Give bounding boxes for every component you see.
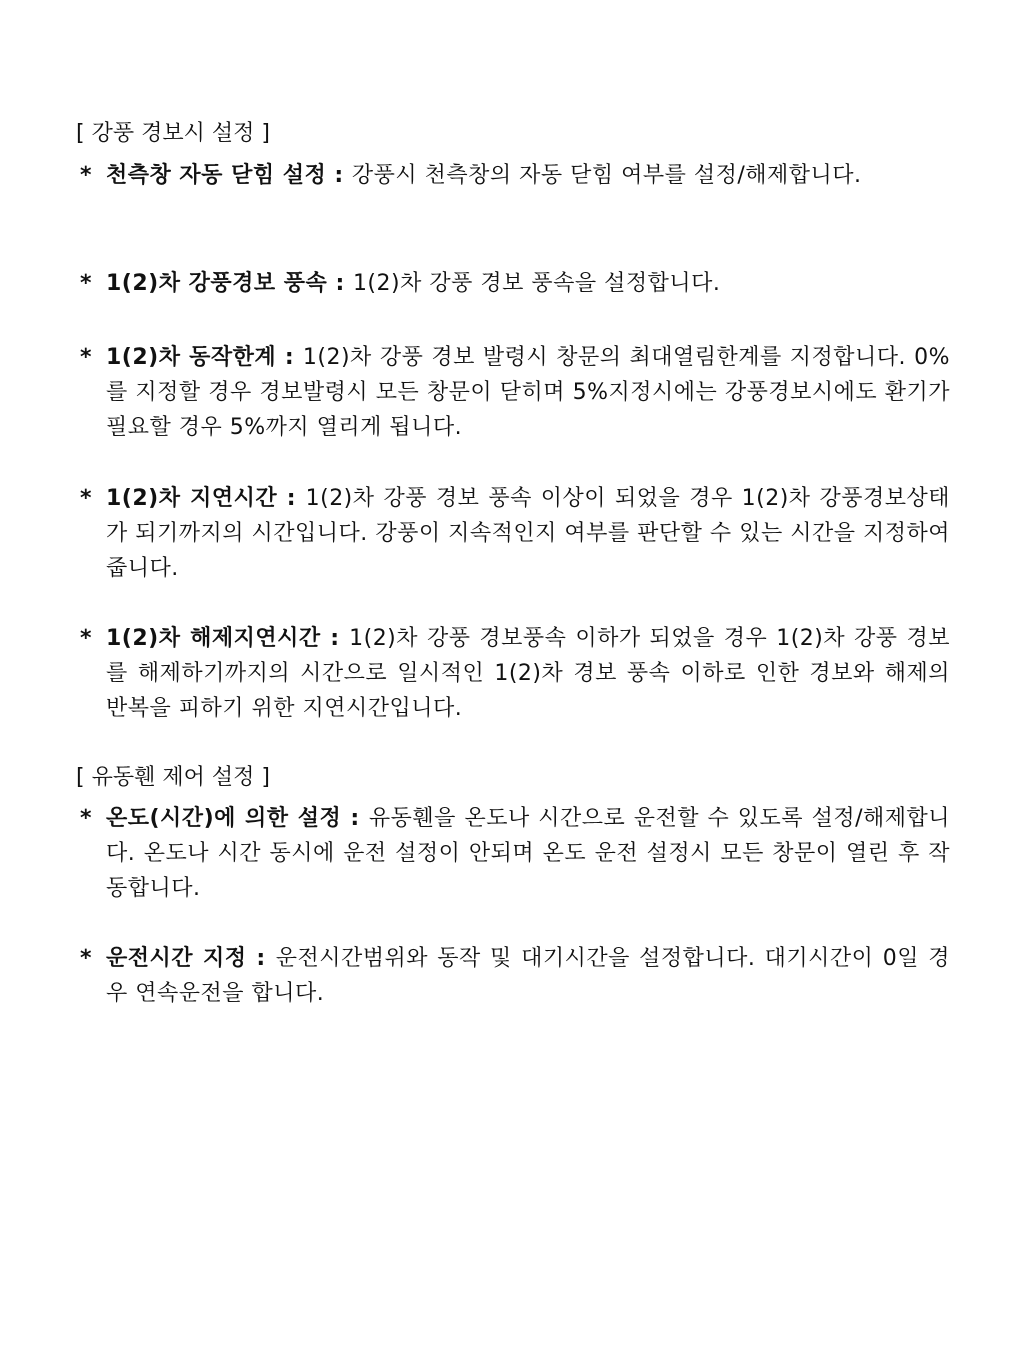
item-text: 강풍시 천측창의 자동 닫힘 여부를 설정/해제합니다.: [351, 163, 862, 188]
list-item-operating-time: [80, 941, 950, 1011]
list-item-wind-alarm-speed: [80, 266, 950, 301]
list-item-skylight-auto-close: [80, 158, 950, 193]
bullet: *: [80, 946, 92, 971]
item-text: 유동휀을 온도나 시간으로 운전할 수 있도록 설정/해제합니다. 온도나 시간 동시에 운전 설정이 안되며 온도 운전 설정시 모든 창문이 열린 후 작동합니다.: [106, 806, 950, 901]
item-label: 천측창 자동 닫힘 설정 :: [106, 163, 352, 188]
item-label: 온도(시간)에 의한 설정 :: [106, 806, 369, 831]
bullet: *: [80, 345, 92, 370]
section-title-wind-alarm: [ 강풍 경보시 설정 ]: [76, 121, 270, 146]
item-label: 1(2)차 지연시간 :: [106, 486, 306, 511]
list-item-temperature-time-setting: [80, 801, 950, 906]
section-title-fan-control: [ 유동휀 제어 설정 ]: [76, 765, 270, 790]
list-item-operation-limit: [80, 340, 950, 445]
bullet: *: [80, 271, 92, 296]
list-item-release-delay-time: [80, 621, 950, 726]
item-text: 운전시간범위와 동작 및 대기시간을 설정합니다. 대기시간이 0일 경우 연속운전을 합니다.: [106, 946, 951, 1006]
bullet: *: [80, 163, 92, 188]
bullet: *: [80, 486, 92, 511]
list-item-delay-time: [80, 481, 950, 586]
item-text: 1(2)차 강풍 경보 발령시 창문의 최대열림한계를 지정합니다. 0%를 지정할 경우 경보발령시 모든 창문이 닫히며 5%지정시에는 강풍경보시에도 환기가 필요할 경우 5%까지 열리게 됩니다.: [106, 345, 950, 440]
bullet: *: [80, 806, 92, 831]
bullet: *: [80, 626, 92, 651]
item-label: 운전시간 지정 :: [106, 946, 276, 971]
item-text: 1(2)차 강풍 경보 풍속 이상이 되었을 경우 1(2)차 강풍경보상태가 되기까지의 시간입니다. 강풍이 지속적인지 여부를 판단할 수 있는 시간을 지정하여 줍니다.: [106, 486, 951, 581]
item-label: 1(2)차 동작한계 :: [106, 345, 303, 370]
item-text: 1(2)차 강풍 경보 풍속을 설정합니다.: [352, 271, 721, 296]
item-text: 1(2)차 강풍 경보풍속 이하가 되었을 경우 1(2)차 강풍 경보를 해제하기까지의 시간으로 일시적인 1(2)차 경보 풍속 이하로 인한 경보와 해제의 반복을 피하기 위한 지연시간입니다.: [106, 626, 950, 721]
item-label: 1(2)차 강풍경보 풍속 :: [106, 271, 353, 296]
item-label: 1(2)차 해제지연시간 :: [106, 626, 350, 651]
